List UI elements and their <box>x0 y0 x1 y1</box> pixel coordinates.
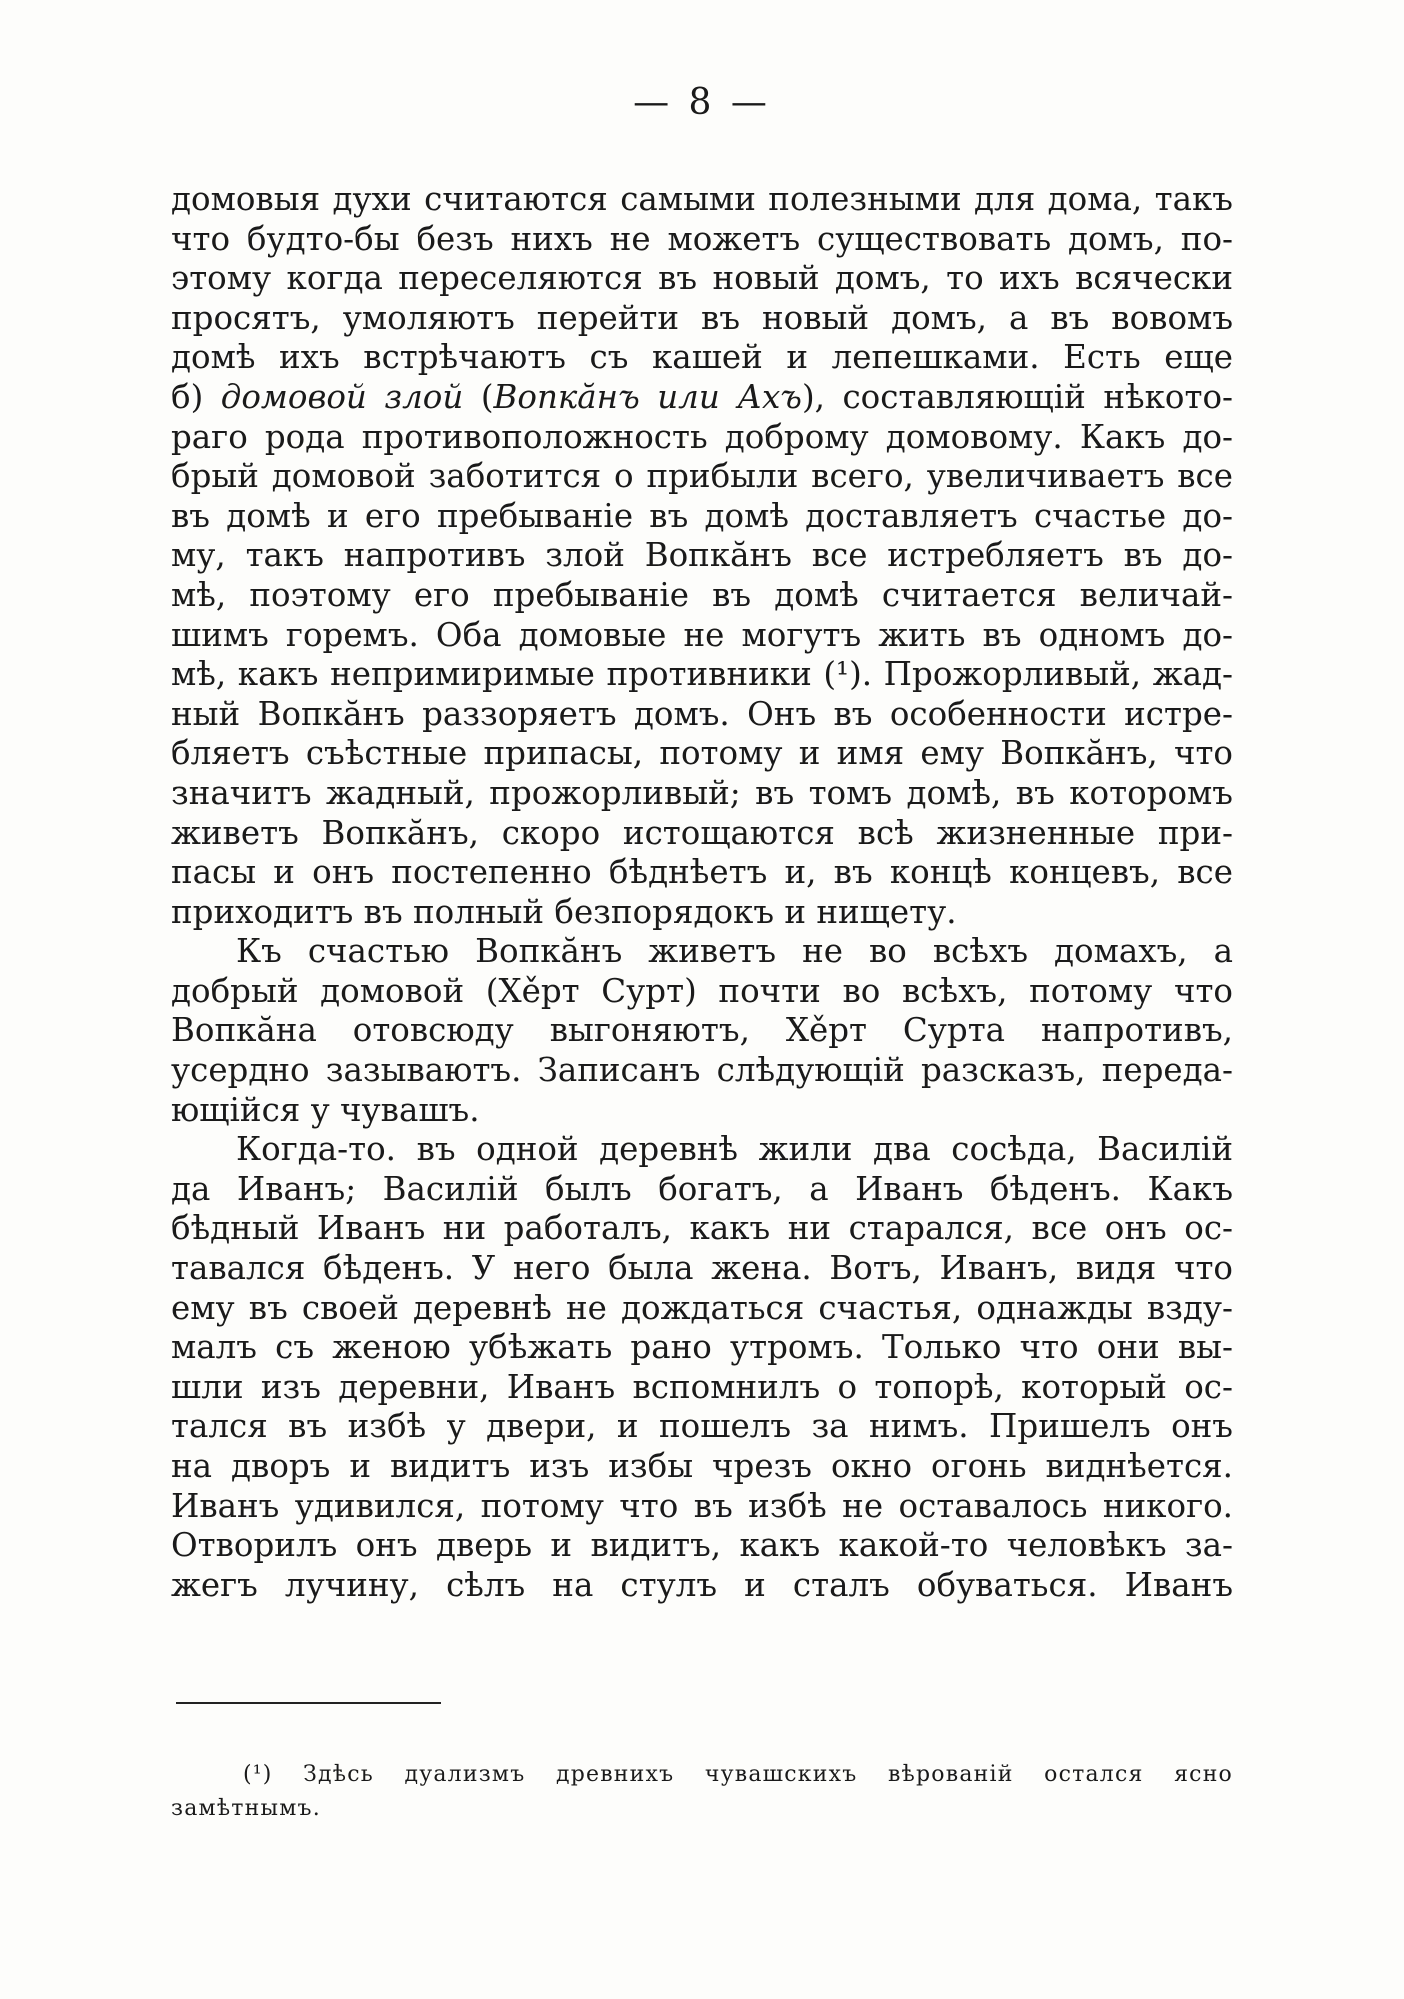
text-line: му, такъ напротивъ злой Вопкăнъ все истребляетъ въ до- <box>171 536 1233 575</box>
text-line: на дворъ и видитъ изъ избы чрезъ окно огонь виднѣется. <box>171 1447 1233 1485</box>
text-line: добрый домовой (Хěрт Сурт) почти во всѣхъ, потому что <box>171 971 1233 1010</box>
body-text <box>171 180 1233 1605</box>
text-line: раго рода противоположность доброму домовому. Какъ до- <box>171 417 1233 456</box>
text-line: ему въ своей деревнѣ не дождаться счастья, однажды взду- <box>171 1288 1233 1327</box>
text-line: просятъ, умоляютъ перейти въ новый домъ, а въ вовомъ <box>171 298 1233 337</box>
footnote-separator <box>176 1702 441 1704</box>
footnote <box>171 1758 1233 1826</box>
text-line: въ домѣ и его пребываніе въ домѣ доставляетъ счастье до- <box>171 496 1233 535</box>
text-fragment: б) <box>171 377 221 416</box>
italic-term: Вопкăнъ или Ахъ <box>493 377 802 416</box>
text-line: тавался бѣденъ. У него была жена. Вотъ, Иванъ, видя что <box>171 1249 1233 1288</box>
text-line: брый домовой заботится о прибыли всего, увеличиваетъ все <box>171 457 1233 496</box>
text-line: малъ съ женою убѣжать рано утромъ. Только что они вы- <box>171 1328 1233 1367</box>
paragraph-1 <box>171 180 1233 932</box>
text-line: ный Вопкăнъ раззоряетъ домъ. Онъ въ особенности истре- <box>171 694 1233 733</box>
footnote-line: (¹) Здѣсь дуализмъ древнихъ чувашскихъ вѣрованій остался ясно <box>243 1762 1233 1787</box>
text-line: мѣ, какъ непримиримые противники (¹). Прожорливый, жад- <box>171 655 1233 694</box>
text-fragment: ( <box>463 377 494 416</box>
text-line: тался въ избѣ у двери, и пошелъ за нимъ. Пришелъ онъ <box>171 1407 1233 1446</box>
text-line: ющійся у чувашъ. <box>171 1090 480 1129</box>
text-line: Когда-то. въ одной деревнѣ жили два сосѣда, Василій <box>236 1130 1233 1169</box>
text-line: бляетъ съѣстные припасы, потому и имя ему Вопкăнъ, что <box>171 734 1233 773</box>
text-line: шимъ горемъ. Оба домовые не могутъ жить въ одномъ до- <box>171 615 1233 654</box>
text-line: Отворилъ онъ дверь и видитъ, какъ какой-то человѣкъ за- <box>171 1526 1233 1565</box>
text-line: Къ счастью Вопкăнъ живетъ не во всѣхъ домахъ, а <box>236 932 1233 971</box>
text-line: приходитъ въ полный безпорядокъ и нищету. <box>171 892 957 931</box>
text-line: пасы и онъ постепенно бѣднѣетъ и, въ концѣ концевъ, все <box>171 853 1233 892</box>
text-line: значитъ жадный, прожорливый; въ томъ домѣ, въ которомъ <box>171 773 1233 812</box>
text-line: шли изъ деревни, Иванъ вспомнилъ о топорѣ, который ос- <box>171 1367 1233 1406</box>
text-line: домѣ ихъ встрѣчаютъ съ кашей и лепешками. Есть еще <box>171 338 1233 377</box>
text-line: этому когда переселяются въ новый домъ, то ихъ всячески <box>171 259 1233 298</box>
text-line: жегъ лучину, сѣлъ на стулъ и сталъ обуваться. Иванъ <box>171 1565 1233 1604</box>
text-line: да Иванъ; Василій былъ богатъ, а Иванъ бѣденъ. Какъ <box>171 1169 1233 1208</box>
page-number: — 8 — <box>633 82 771 123</box>
italic-term: домовой злой <box>220 377 464 416</box>
text-line: домовыя духи считаются самыми полезными для дома, такъ <box>171 180 1233 218</box>
text-line: живетъ Вопкăнъ, скоро истощаются всѣ жизненные при- <box>171 813 1233 852</box>
text-line: что будто-бы безъ нихъ не можетъ существовать домъ, по- <box>171 219 1233 258</box>
paragraph-2 <box>171 932 1233 1130</box>
text-line: мѣ, поэтому его пребываніе въ домѣ считается величай- <box>171 575 1233 614</box>
footnote-line: замѣтнымъ. <box>171 1796 321 1821</box>
text-line: Вопкăна отовсюду выгоняютъ, Хěрт Сурта напротивъ, <box>171 1011 1233 1050</box>
text-line: бѣдный Иванъ ни работалъ, какъ ни старался, все онъ ос- <box>171 1209 1233 1248</box>
text-line: Иванъ удивился, потому что въ избѣ не оставалось никого. <box>171 1486 1233 1525</box>
text-line: усердно зазываютъ. Записанъ слѣдующій разсказъ, переда- <box>171 1051 1233 1090</box>
text-line-with-italics <box>171 378 1233 418</box>
paragraph-3 <box>171 1130 1233 1605</box>
text-fragment: ), составляющій нѣкото- <box>801 377 1233 416</box>
